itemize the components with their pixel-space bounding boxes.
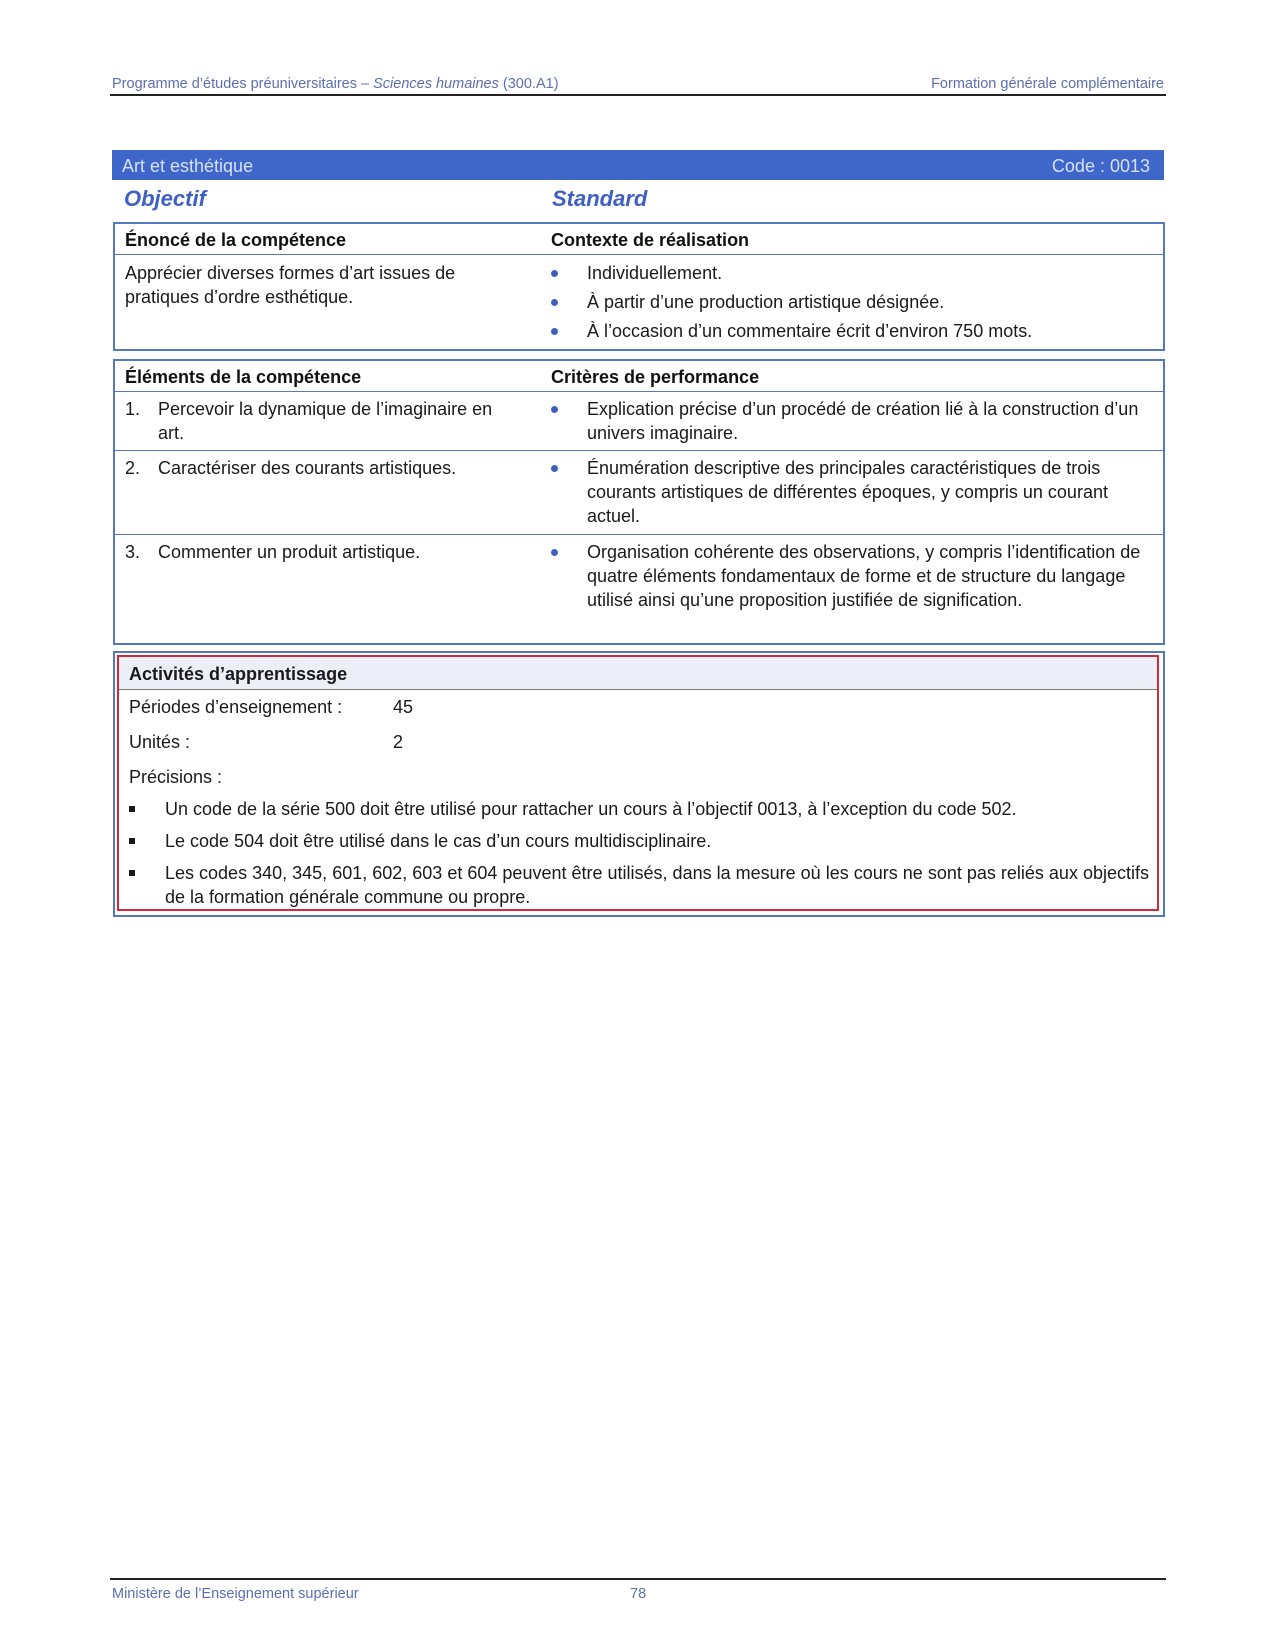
activities-title: Activités d’apprentissage bbox=[129, 664, 348, 684]
ministry-name: Ministère de l’Enseignement supérieur bbox=[112, 1586, 359, 1602]
context-item: À l’occasion d’un commentaire écrit d’environ 750 mots. bbox=[551, 319, 1151, 343]
periods-line bbox=[129, 697, 414, 718]
periods-value: 45 bbox=[393, 697, 414, 717]
criteria-list bbox=[551, 540, 1151, 612]
context-item: Individuellement. bbox=[551, 261, 1151, 285]
competence-left-header: Énoncé de la compétence bbox=[125, 230, 347, 250]
elements-right-header: Critères de performance bbox=[551, 367, 760, 387]
bullet-icon bbox=[551, 465, 558, 472]
objectif-heading: Objectif bbox=[124, 186, 206, 211]
criteria-item: Énumération descriptive des principales caractéristiques de trois courants artistiques de différentes époques, y compris un courant actuel. bbox=[551, 456, 1151, 528]
element-row bbox=[115, 534, 1163, 643]
square-bullet-icon bbox=[129, 838, 135, 844]
precisions-line bbox=[129, 767, 222, 788]
precisions-label: Précisions : bbox=[129, 767, 223, 787]
standard-heading: Standard bbox=[552, 186, 648, 211]
element-text: Commenter un produit artistique. bbox=[158, 542, 421, 562]
program-title: Programme d’études préuniversitaires – Sciences humaines (300.A1) bbox=[112, 76, 559, 92]
bullet-icon bbox=[551, 270, 558, 277]
page-number: 78 bbox=[630, 1586, 647, 1602]
activities-title-bar bbox=[119, 657, 1157, 690]
page-header bbox=[110, 72, 1166, 96]
elements-table bbox=[113, 359, 1165, 645]
context-list bbox=[551, 261, 1151, 343]
competence-body-row bbox=[115, 254, 1163, 349]
units-label: Unités : bbox=[129, 732, 191, 752]
element-row bbox=[115, 391, 1163, 450]
subheads bbox=[112, 184, 1164, 214]
objective-code: Code : 0013 bbox=[1051, 156, 1150, 176]
criteria-item: Organisation cohérente des observations, y compris l’identification de quatre éléments fondamentaux de forme et de structure du langage utilisé ainsi qu’une proposition justifiée de signification. bbox=[551, 540, 1151, 612]
element-number: 2. bbox=[125, 458, 141, 478]
activities-box bbox=[113, 651, 1165, 917]
precision-item: Un code de la série 500 doit être utilisé pour rattacher un cours à l’objectif 0013, à l’exception du code 502. bbox=[129, 797, 1149, 821]
square-bullet-icon bbox=[129, 870, 135, 876]
units-line bbox=[129, 732, 404, 753]
precision-item: Le code 504 doit être utilisé dans le cas d’un cours multidisciplinaire. bbox=[129, 829, 1149, 853]
objective-name: Art et esthétique bbox=[122, 156, 254, 176]
page-footer bbox=[110, 1578, 1166, 1602]
program-title-italic: Sciences humaines bbox=[373, 76, 499, 92]
competence-header-row bbox=[115, 224, 1163, 254]
section-title: Formation générale complémentaire bbox=[931, 76, 1164, 92]
activities-inner bbox=[117, 655, 1159, 911]
precisions-list bbox=[129, 797, 1149, 917]
context-item: À partir d’une production artistique désignée. bbox=[551, 290, 1151, 314]
criteria-list bbox=[551, 397, 1151, 445]
elements-left-header: Éléments de la compétence bbox=[125, 367, 362, 387]
element-text: Percevoir la dynamique de l’imaginaire en art. bbox=[158, 399, 493, 443]
objective-title-bar bbox=[112, 150, 1164, 180]
competence-table bbox=[113, 222, 1165, 351]
units-value: 2 bbox=[393, 732, 404, 752]
bullet-icon bbox=[551, 299, 558, 306]
element-row bbox=[115, 450, 1163, 534]
bullet-icon bbox=[551, 328, 558, 335]
competence-right-header: Contexte de réalisation bbox=[551, 230, 750, 250]
element-text: Caractériser des courants artistiques. bbox=[158, 458, 457, 478]
criteria-list bbox=[551, 456, 1151, 528]
elements-header-row bbox=[115, 361, 1163, 391]
criteria-item: Explication précise d’un procédé de création lié à la construction d’un univers imaginaire. bbox=[551, 397, 1151, 445]
periods-label: Périodes d’enseignement : bbox=[129, 697, 343, 717]
element-number: 1. bbox=[125, 399, 141, 419]
element-number: 3. bbox=[125, 542, 141, 562]
precision-item: Les codes 340, 345, 601, 602, 603 et 604 peuvent être utilisés, dans la mesure où les cours ne sont pas reliés aux objectifs de la formation générale commune ou propre. bbox=[129, 861, 1149, 909]
competence-statement: Apprécier diverses formes d’art issues de pratiques d’ordre esthétique. bbox=[125, 263, 456, 307]
bullet-icon bbox=[551, 406, 558, 413]
bullet-icon bbox=[551, 549, 558, 556]
square-bullet-icon bbox=[129, 806, 135, 812]
